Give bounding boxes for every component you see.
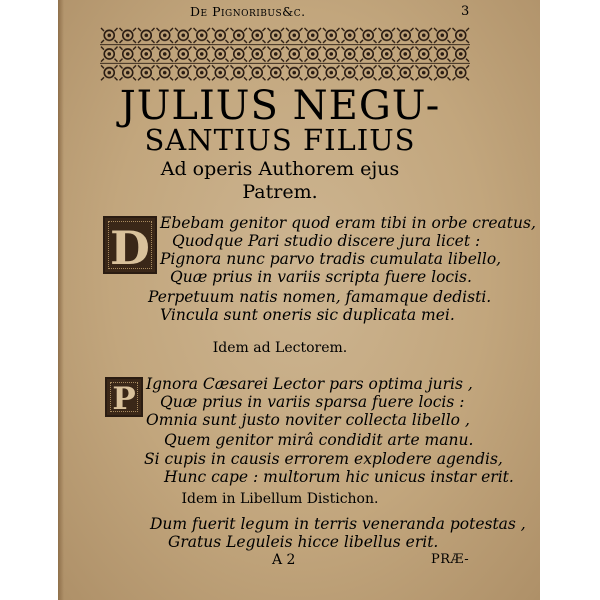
drop-cap-p (105, 377, 143, 417)
title-line-2: SANTIUS FILIUS (144, 123, 416, 157)
section-label-distichon: Idem in Libellum Distichon. (181, 491, 379, 507)
poem1-line-4: Quæ prius in variis scripta fuere locis. (170, 268, 472, 286)
poem1-line-6: Vincula sunt oneris sic duplicata mei. (160, 306, 455, 324)
drop-cap-letter: P (112, 381, 136, 417)
poem2-line-6: Hunc cape : multorum hic unicus instar erit. (164, 468, 514, 486)
poem3-line-1: Dum fuerit legum in terris veneranda potestas , (150, 515, 526, 533)
poem2-line-2: Quæ prius in variis sparsa fuere locis : (160, 393, 465, 411)
poem1-line-2: Quodque Pari studio discere jura licet : (172, 232, 481, 250)
signature-mark: A 2 (272, 552, 296, 568)
running-header: De Pignoribus&c. (190, 4, 306, 19)
section-label-lectorem: Idem ad Lectorem. (212, 340, 348, 356)
page-number: 3 (461, 4, 470, 19)
poem2-line-4: Quem genitor mirâ condidit arte manu. (164, 431, 474, 449)
catchword: PRÆ- (431, 552, 470, 567)
poem2-line-1: Ignora Cæsarei Lector pars optima juris , (146, 375, 473, 393)
page-edge-shadow (58, 0, 64, 600)
poem1-line-1: Ebebam genitor quod eram tibi in orbe creatus, (160, 214, 536, 232)
poem1-line-5: Perpetuum natis nomen, famamque dedisti. (148, 288, 492, 306)
drop-cap-d (103, 216, 157, 274)
drop-cap-letter: D (110, 221, 150, 274)
title-line-4: Patrem. (242, 181, 318, 203)
title-line-3: Ad operis Authorem ejus (160, 158, 400, 180)
poem2-line-5: Si cupis in causis errorem explodere agendis, (144, 450, 503, 468)
title-line-1: JULIUS NEGU- (119, 83, 441, 129)
poem2-line-3: Omnia sunt justo noviter collecta libello , (146, 411, 470, 429)
poem1-line-3: Pignora nunc parvo tradis cumulata libello, (160, 250, 502, 268)
poem3-line-2: Gratus Leguleis hicce libellus erit. (168, 533, 439, 551)
ornament-band (100, 26, 470, 82)
